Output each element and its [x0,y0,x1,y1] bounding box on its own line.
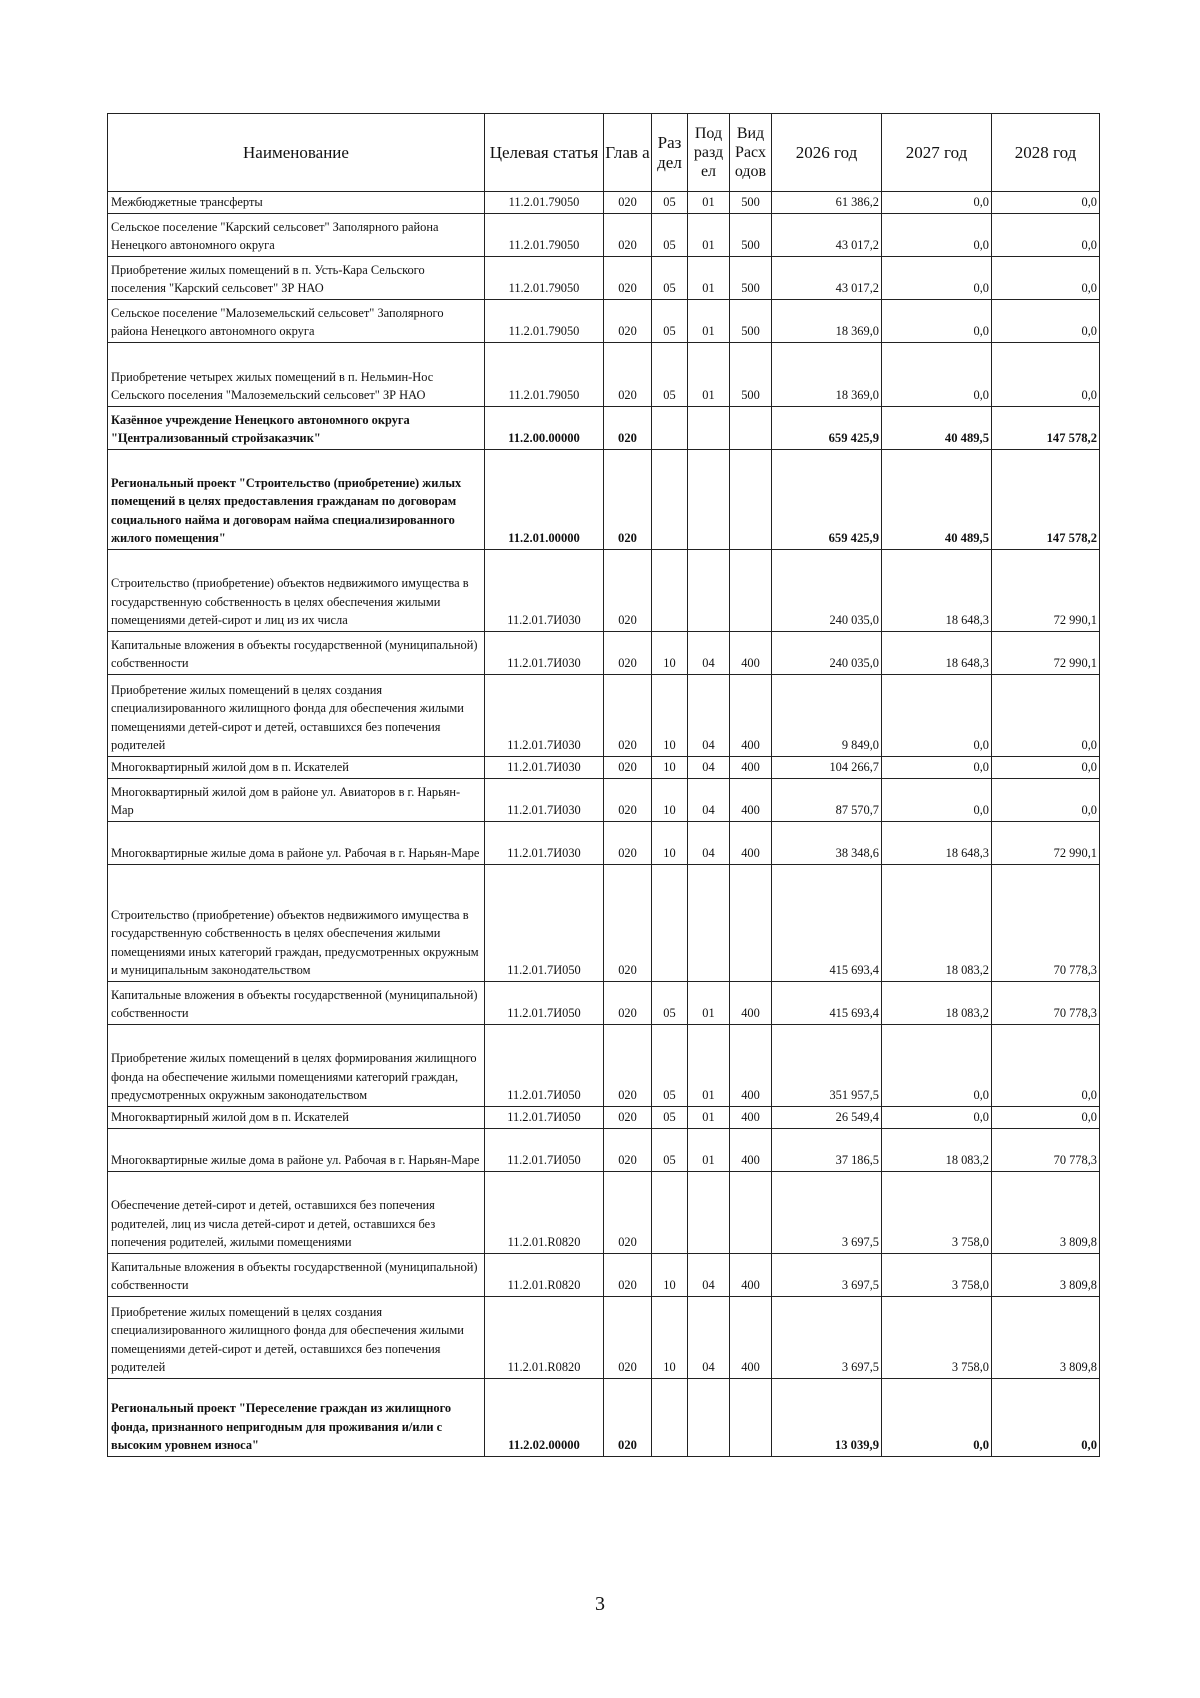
cell-chapter: 020 [604,1379,652,1457]
cell-chapter: 020 [604,214,652,257]
cell-target: 11.2.01.00000 [485,450,604,550]
cell-2028: 0,0 [992,675,1100,757]
table-row [108,1297,1100,1379]
cell-chapter: 020 [604,300,652,343]
table-row [108,1254,1100,1297]
cell-section [652,1172,688,1254]
cell-2028: 0,0 [992,757,1100,779]
cell-subsection [688,407,730,450]
cell-chapter: 020 [604,1025,652,1107]
cell-name: Приобретение жилых помещений в целях создания специализированного жилищного фонда для обеспечения жилыми помещениями детей-сирот и детей, оставшихся без попечения родителей [108,1297,485,1379]
cell-target: 11.2.01.7И030 [485,550,604,632]
cell-section: 05 [652,343,688,407]
cell-chapter: 020 [604,865,652,982]
cell-section: 10 [652,779,688,822]
cell-subsection: 01 [688,192,730,214]
cell-target: 11.2.01.7И030 [485,822,604,865]
cell-2027: 3 758,0 [882,1297,992,1379]
table-row [108,1129,1100,1172]
cell-section: 10 [652,757,688,779]
header-subsection: Под разд ел [688,114,730,192]
cell-section: 05 [652,192,688,214]
cell-2028: 3 809,8 [992,1254,1100,1297]
cell-target: 11.2.01.7И050 [485,865,604,982]
table-row [108,300,1100,343]
cell-subsection: 01 [688,214,730,257]
cell-subsection: 04 [688,779,730,822]
cell-name: Региональный проект "Переселение граждан из жилищного фонда, признанного непригодным для проживания и/или с высоким уровнем износа" [108,1379,485,1457]
cell-section [652,1379,688,1457]
cell-section: 05 [652,214,688,257]
cell-chapter: 020 [604,1254,652,1297]
cell-2027: 0,0 [882,257,992,300]
cell-subsection: 04 [688,822,730,865]
cell-section: 05 [652,1025,688,1107]
cell-section: 10 [652,1297,688,1379]
cell-expense-type: 400 [730,1297,772,1379]
cell-section: 05 [652,982,688,1025]
cell-chapter: 020 [604,343,652,407]
cell-expense-type: 400 [730,1107,772,1129]
cell-2027: 0,0 [882,675,992,757]
cell-subsection [688,1172,730,1254]
cell-2028: 72 990,1 [992,550,1100,632]
cell-2027: 0,0 [882,300,992,343]
table-row [108,632,1100,675]
cell-2026: 659 425,9 [772,407,882,450]
cell-section: 05 [652,1107,688,1129]
cell-2027: 18 083,2 [882,982,992,1025]
cell-name: Многоквартирный жилой дом в п. Искателей [108,757,485,779]
cell-name: Сельское поселение "Малоземельский сельсовет" Заполярного района Ненецкого автономного округа [108,300,485,343]
cell-target: 11.2.01.79050 [485,214,604,257]
cell-subsection [688,450,730,550]
cell-expense-type: 400 [730,1254,772,1297]
cell-2028: 72 990,1 [992,632,1100,675]
cell-name: Казённое учреждение Ненецкого автономного округа "Централизованный стройзаказчик" [108,407,485,450]
cell-chapter: 020 [604,1172,652,1254]
cell-chapter: 020 [604,450,652,550]
cell-2026: 415 693,4 [772,865,882,982]
cell-target: 11.2.01.R0820 [485,1297,604,1379]
cell-name: Многоквартирные жилые дома в районе ул. Рабочая в г. Нарьян-Маре [108,1129,485,1172]
table-row [108,450,1100,550]
cell-name: Межбюджетные трансферты [108,192,485,214]
cell-name: Капитальные вложения в объекты государственной (муниципальной) собственности [108,1254,485,1297]
cell-target: 11.2.01.7И030 [485,779,604,822]
header-2027: 2027 год [882,114,992,192]
cell-subsection [688,865,730,982]
table-row [108,1025,1100,1107]
cell-2027: 18 648,3 [882,632,992,675]
cell-2026: 3 697,5 [772,1297,882,1379]
table-row [108,675,1100,757]
cell-subsection: 01 [688,257,730,300]
cell-2028: 0,0 [992,1025,1100,1107]
cell-subsection: 01 [688,1025,730,1107]
header-row [108,114,1100,192]
cell-expense-type: 400 [730,779,772,822]
cell-name: Капитальные вложения в объекты государственной (муниципальной) собственности [108,632,485,675]
cell-expense-type [730,550,772,632]
cell-expense-type [730,450,772,550]
header-target: Целевая статья [485,114,604,192]
cell-section: 05 [652,1129,688,1172]
cell-2027: 0,0 [882,1025,992,1107]
cell-chapter: 020 [604,779,652,822]
table-body [108,192,1100,1457]
cell-2028: 72 990,1 [992,822,1100,865]
cell-section: 05 [652,257,688,300]
cell-2028: 0,0 [992,214,1100,257]
cell-2026: 26 549,4 [772,1107,882,1129]
cell-expense-type: 400 [730,1025,772,1107]
cell-section: 10 [652,822,688,865]
cell-2028: 147 578,2 [992,407,1100,450]
cell-target: 11.2.02.00000 [485,1379,604,1457]
table-row [108,192,1100,214]
cell-2026: 3 697,5 [772,1254,882,1297]
cell-expense-type [730,1379,772,1457]
cell-name: Многоквартирный жилой дом в п. Искателей [108,1107,485,1129]
cell-2028: 0,0 [992,343,1100,407]
table-row [108,257,1100,300]
header-2028: 2028 год [992,114,1100,192]
cell-target: 11.2.01.7И050 [485,1025,604,1107]
cell-2028: 70 778,3 [992,1129,1100,1172]
cell-target: 11.2.01.7И050 [485,1107,604,1129]
cell-target: 11.2.01.79050 [485,257,604,300]
cell-2028: 70 778,3 [992,982,1100,1025]
cell-2028: 3 809,8 [992,1297,1100,1379]
cell-2026: 18 369,0 [772,300,882,343]
cell-section: 10 [652,1254,688,1297]
cell-section: 10 [652,675,688,757]
table-row [108,757,1100,779]
cell-2026: 104 266,7 [772,757,882,779]
cell-subsection: 04 [688,1254,730,1297]
header-name: Наименование [108,114,485,192]
cell-2027: 0,0 [882,343,992,407]
cell-2026: 43 017,2 [772,257,882,300]
cell-2026: 659 425,9 [772,450,882,550]
cell-2026: 240 035,0 [772,632,882,675]
cell-2026: 87 570,7 [772,779,882,822]
cell-section [652,550,688,632]
cell-2026: 43 017,2 [772,214,882,257]
cell-2026: 9 849,0 [772,675,882,757]
cell-2028: 3 809,8 [992,1172,1100,1254]
cell-target: 11.2.01.7И050 [485,982,604,1025]
cell-chapter: 020 [604,192,652,214]
table-row [108,1172,1100,1254]
cell-2027: 3 758,0 [882,1254,992,1297]
cell-expense-type: 400 [730,982,772,1025]
cell-chapter: 020 [604,257,652,300]
header-expense-type: Вид Расх одов [730,114,772,192]
cell-subsection [688,1379,730,1457]
cell-subsection: 04 [688,632,730,675]
cell-chapter: 020 [604,757,652,779]
table-row [108,1379,1100,1457]
table-row [108,407,1100,450]
cell-name: Строительство (приобретение) объектов недвижимого имущества в государственную собственность в целях обеспечения жилыми помещениями иных категорий граждан, предусмотренных окружным и муниципальным законодательством [108,865,485,982]
budget-table [107,113,1100,1457]
cell-expense-type [730,865,772,982]
cell-2026: 3 697,5 [772,1172,882,1254]
cell-2027: 0,0 [882,1107,992,1129]
cell-chapter: 020 [604,982,652,1025]
cell-name: Многоквартирные жилые дома в районе ул. Рабочая в г. Нарьян-Маре [108,822,485,865]
cell-expense-type: 400 [730,822,772,865]
cell-2027: 3 758,0 [882,1172,992,1254]
header-section: Раз дел [652,114,688,192]
cell-expense-type [730,407,772,450]
cell-2026: 351 957,5 [772,1025,882,1107]
cell-2026: 61 386,2 [772,192,882,214]
cell-2027: 18 648,3 [882,550,992,632]
cell-target: 11.2.01.7И050 [485,1129,604,1172]
cell-name: Приобретение четырех жилых помещений в п. Нельмин-Нос Сельского поселения "Малоземельский сельсовет" ЗР НАО [108,343,485,407]
cell-2028: 0,0 [992,1107,1100,1129]
cell-2028: 0,0 [992,1379,1100,1457]
cell-chapter: 020 [604,632,652,675]
cell-2027: 0,0 [882,214,992,257]
cell-chapter: 020 [604,675,652,757]
cell-2028: 0,0 [992,779,1100,822]
cell-name: Региональный проект "Строительство (приобретение) жилых помещений в целях предоставления гражданам по договорам социального найма и договорам найма специализированного жилого помещения" [108,450,485,550]
cell-subsection: 04 [688,1297,730,1379]
cell-target: 11.2.01.7И030 [485,757,604,779]
cell-expense-type [730,1172,772,1254]
cell-2028: 147 578,2 [992,450,1100,550]
cell-name: Сельское поселение "Карский сельсовет" Заполярного района Ненецкого автономного округа [108,214,485,257]
cell-2027: 0,0 [882,779,992,822]
cell-name: Приобретение жилых помещений в целях формирования жилищного фонда на обеспечение жилыми помещениями категорий граждан, предусмотренных окружным законодательством [108,1025,485,1107]
cell-section: 05 [652,300,688,343]
cell-expense-type: 500 [730,300,772,343]
cell-subsection: 01 [688,1107,730,1129]
cell-expense-type: 500 [730,214,772,257]
table-row [108,1107,1100,1129]
cell-expense-type: 500 [730,343,772,407]
table-row [108,822,1100,865]
cell-2028: 0,0 [992,192,1100,214]
cell-section [652,865,688,982]
cell-chapter: 020 [604,1297,652,1379]
cell-name: Приобретение жилых помещений в п. Усть-Кара Сельского поселения "Карский сельсовет" ЗР НАО [108,257,485,300]
cell-2026: 240 035,0 [772,550,882,632]
cell-chapter: 020 [604,1107,652,1129]
cell-2027: 0,0 [882,192,992,214]
cell-expense-type: 400 [730,757,772,779]
cell-target: 11.2.01.79050 [485,300,604,343]
cell-target: 11.2.00.00000 [485,407,604,450]
cell-2028: 70 778,3 [992,865,1100,982]
cell-target: 11.2.01.79050 [485,192,604,214]
cell-2027: 40 489,5 [882,450,992,550]
cell-chapter: 020 [604,1129,652,1172]
cell-subsection [688,550,730,632]
table-row [108,214,1100,257]
table-row [108,343,1100,407]
cell-chapter: 020 [604,550,652,632]
cell-2026: 13 039,9 [772,1379,882,1457]
table-row [108,865,1100,982]
cell-2026: 18 369,0 [772,343,882,407]
cell-subsection: 04 [688,675,730,757]
cell-2026: 38 348,6 [772,822,882,865]
cell-section [652,450,688,550]
cell-target: 11.2.01.79050 [485,343,604,407]
cell-2027: 18 083,2 [882,865,992,982]
cell-2027: 18 083,2 [882,1129,992,1172]
cell-2027: 0,0 [882,1379,992,1457]
cell-target: 11.2.01.R0820 [485,1254,604,1297]
cell-subsection: 01 [688,1129,730,1172]
cell-name: Капитальные вложения в объекты государственной (муниципальной) собственности [108,982,485,1025]
cell-2027: 40 489,5 [882,407,992,450]
cell-chapter: 020 [604,822,652,865]
cell-expense-type: 500 [730,257,772,300]
table-row [108,550,1100,632]
cell-name: Многоквартирный жилой дом в районе ул. Авиаторов в г. Нарьян-Мар [108,779,485,822]
cell-2026: 37 186,5 [772,1129,882,1172]
cell-expense-type: 400 [730,1129,772,1172]
cell-name: Приобретение жилых помещений в целях создания специализированного жилищного фонда для обеспечения жилыми помещениями детей-сирот и детей, оставшихся без попечения родителей [108,675,485,757]
cell-2028: 0,0 [992,257,1100,300]
header-chapter: Глав а [604,114,652,192]
cell-section: 10 [652,632,688,675]
cell-target: 11.2.01.7И030 [485,675,604,757]
cell-2027: 18 648,3 [882,822,992,865]
header-2026: 2026 год [772,114,882,192]
table-row [108,982,1100,1025]
cell-subsection: 01 [688,300,730,343]
cell-subsection: 04 [688,757,730,779]
cell-name: Обеспечение детей-сирот и детей, оставшихся без попечения родителей, лиц из числа детей-сирот и детей, оставшихся без попечения родителей, жилыми помещениями [108,1172,485,1254]
cell-2028: 0,0 [992,300,1100,343]
cell-expense-type: 500 [730,192,772,214]
cell-target: 11.2.01.7И030 [485,632,604,675]
cell-2027: 0,0 [882,757,992,779]
cell-chapter: 020 [604,407,652,450]
cell-2026: 415 693,4 [772,982,882,1025]
cell-target: 11.2.01.R0820 [485,1172,604,1254]
cell-expense-type: 400 [730,632,772,675]
table-row [108,779,1100,822]
cell-section [652,407,688,450]
cell-expense-type: 400 [730,675,772,757]
cell-subsection: 01 [688,343,730,407]
cell-name: Строительство (приобретение) объектов недвижимого имущества в государственную собственность в целях обеспечения жилыми помещениями детей-сирот и лиц из их числа [108,550,485,632]
cell-subsection: 01 [688,982,730,1025]
page-number: 3 [595,1593,605,1615]
